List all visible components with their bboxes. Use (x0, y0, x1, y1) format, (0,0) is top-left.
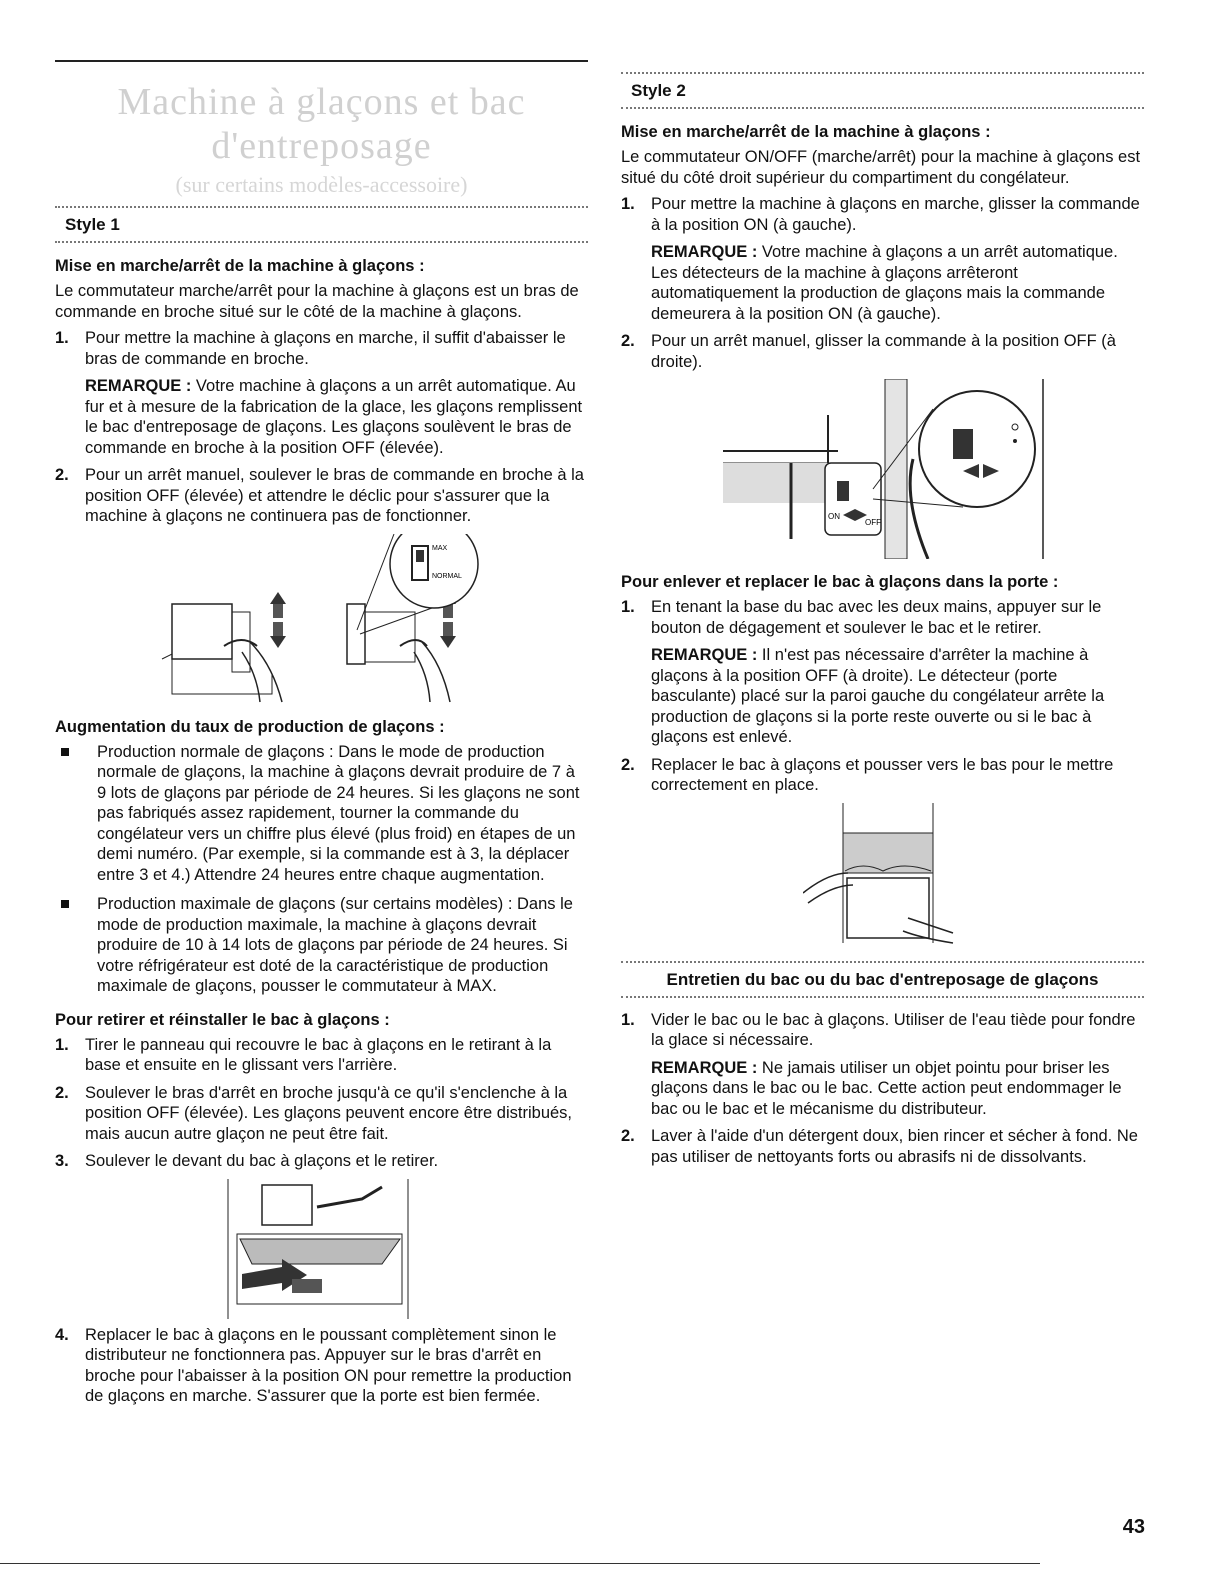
note-text: Votre machine à glaçons a un arrêt automatique. Les détecteurs de la machine à glaçons arrêteront automatiquement la production de glaçons mais la commande demeurera à la position ON (à gauche). (651, 243, 1118, 323)
step-number: 1. (621, 195, 635, 213)
list-item (55, 1151, 588, 1172)
list-item (621, 331, 1144, 372)
list-item (55, 742, 588, 886)
on-off-switch-illustration (713, 379, 1053, 559)
left-column (55, 60, 588, 1414)
step-text: Soulever le bras d'arrêt en broche jusqu'à ce qu'il s'enclenche à la position OFF (élevée). Les glaçons peuvent encore être distribués, mais aucun autre glaçon ne peut être fait. (85, 1083, 573, 1143)
step-text: Pour un arrêt manuel, soulever le bras de commande en broche à la position OFF (élevée) et attendre le déclic pour s'assurer que la machine à glaçons ne continuera pas de fonctionner. (85, 466, 584, 525)
step-text: Tirer le panneau qui recouvre le bac à glaçons en le retirant à la base et ensuite en le glissant vers l'arrière. (85, 1035, 552, 1074)
section-heading: Pour enlever et replacer le bac à glaçons dans la porte : (621, 573, 1059, 591)
step-number: 1. (55, 329, 69, 347)
step-text: Replacer le bac à glaçons et pousser vers le bas pour le mettre correctement en place. (651, 755, 1114, 794)
ice-maker-arm-illustration (132, 534, 512, 704)
note-label: REMARQUE : (85, 377, 192, 395)
page-title: Machine à glaçons et bac d'entreposage (117, 81, 526, 167)
note-label: REMARQUE : (651, 243, 758, 261)
style-2-heading: Style 2 (631, 81, 686, 100)
note (651, 1058, 1144, 1120)
top-rule (55, 60, 588, 62)
step-list (621, 1010, 1144, 1168)
note-text: Votre machine à glaçons a un arrêt automatique. Au fur et à mesure de la fabrication de la glace, les glaçons remplissent le bac d'entreposage de glaçons. Les glaçons soulèvent le bras de commande en broche à la position OFF (élevée). (85, 377, 583, 457)
list-item (55, 1035, 588, 1076)
list-item (55, 465, 588, 527)
step-number: 3. (55, 1152, 69, 1170)
list-item (621, 194, 1144, 324)
bottom-rule (0, 1563, 1040, 1564)
step-list (621, 597, 1144, 796)
step-number: 4. (55, 1325, 69, 1344)
step-number: 2. (621, 755, 635, 774)
right-column (621, 60, 1144, 1174)
note-text: Il n'est pas nécessaire d'arrêter la machine à glaçons à la position OFF (à droite). Le détecteur (porte basculante) placé sur la paroi gauche du congélateur arrête la production de glaçons si la porte reste ouverte ou si le bac à glaçons est enlevé. (651, 646, 1105, 746)
on-label: ON (827, 512, 840, 521)
off-label: OFF (864, 518, 881, 527)
door-ice-bin-illustration (803, 803, 963, 953)
dotted-rule (621, 996, 1144, 998)
step-list (621, 194, 1144, 372)
step-number: 2. (621, 332, 635, 350)
list-item (55, 328, 588, 458)
dotted-rule (55, 241, 588, 243)
step-text: Vider le bac ou le bac à glaçons. Utiliser de l'eau tiède pour fondre la glace si nécessaire. (651, 1010, 1136, 1049)
step-number: 2. (621, 1127, 635, 1145)
step-text: Pour mettre la machine à glaçons en marche, il suffit d'abaisser le bras de commande en broche. (85, 329, 566, 368)
step-list (55, 1035, 588, 1172)
step-text: Laver à l'aide d'un détergent doux, bien rincer et sécher à fond. Ne pas utiliser de nettoyants forts ou abrasifs ni de dissolvants. (651, 1127, 1138, 1166)
step-text: En tenant la base du bac avec les deux mains, appuyer sur le bouton de dégagement et soulever le bac et le retirer. (651, 598, 1102, 637)
step-text: Pour un arrêt manuel, glisser la commande à la position OFF (à droite). (651, 332, 1116, 371)
list-item (55, 1083, 588, 1145)
list-item (621, 755, 1144, 796)
dotted-rule (621, 107, 1144, 109)
paragraph: Le commutateur ON/OFF (marche/arrêt) pour la machine à glaçons est situé du côté droit supérieur du compartiment du congélateur. (621, 148, 1141, 187)
ice-bin-removal-illustration (222, 1179, 422, 1319)
step-list (55, 328, 588, 527)
step-number: 1. (621, 1010, 635, 1029)
bullet-text: Production maximale de glaçons (sur certains modèles) : Dans le mode de production maximale, la machine à glaçons devrait produire de 10 à 14 lots de glaçons par période de 24 heures. Si votre réfrigérateur est doté de la caractéristique de production maximale de glaçons, pousser le commutateur à MAX. (97, 895, 573, 995)
section-heading: Mise en marche/arrêt de la machine à glaçons : (621, 123, 991, 141)
note-text: Ne jamais utiliser un objet pointu pour briser les glaçons dans le bac ou le bac. Cette action peut endommager le bac ou le bac et le mécanisme du distributeur. (651, 1058, 1122, 1118)
step-text: Pour mettre la machine à glaçons en marche, glisser la commande à la position ON (à gauche). (651, 195, 1140, 234)
step-number: 2. (55, 466, 69, 484)
list-item (621, 1126, 1144, 1167)
section-heading: Pour retirer et réinstaller le bac à glaçons : (55, 1010, 390, 1029)
note-label: REMARQUE : (651, 646, 758, 664)
step-number: 1. (55, 1035, 69, 1054)
list-item (55, 894, 588, 997)
step-list (55, 1325, 588, 1407)
bullet-square-icon (61, 748, 69, 756)
bullet-list (55, 742, 588, 997)
normal-label: NORMAL (431, 572, 462, 580)
step-number: 1. (621, 598, 635, 616)
list-item (55, 1325, 588, 1407)
style-1-heading: Style 1 (65, 215, 120, 234)
note-label: REMARQUE : (651, 1058, 758, 1077)
step-number: 2. (55, 1083, 69, 1102)
note (85, 376, 588, 458)
note (651, 242, 1144, 324)
paragraph: Le commutateur marche/arrêt pour la machine à glaçons est un bras de commande en broche situé sur le côté de la machine à glaçons. (55, 282, 579, 321)
page-number: 43 (1122, 1516, 1145, 1538)
list-item (621, 597, 1144, 748)
bullet-text: Production normale de glaçons : Dans le mode de production normale de glaçons, la machine à glaçons devrait produire de 7 à 9 lots de glaçons par période de 24 heures. Si les glaçons ne sont pas fabriqués assez rapidement, tourner la commande du congélateur vers un chiffre plus élevé (plus froid) en étapes de un demi numéro. (Par exemple, si la commande est à 3, la déplacer entre 3 et 4.) Attendre 24 heures entre chaque augmentation. (97, 742, 580, 884)
bullet-square-icon (61, 900, 69, 908)
page-subtitle: (sur certains modèles-accessoire) (175, 172, 468, 197)
section-heading: Mise en marche/arrêt de la machine à glaçons : (55, 257, 425, 275)
step-text: Soulever le devant du bac à glaçons et le retirer. (85, 1152, 439, 1170)
section-heading: Augmentation du taux de production de glaçons : (55, 717, 445, 736)
care-heading: Entretien du bac ou du bac d'entreposage de glaçons (666, 969, 1099, 989)
list-item (621, 1010, 1144, 1120)
step-text: Replacer le bac à glaçons en le poussant complètement sinon le distributeur ne fonctionnera pas. Appuyer sur le bras d'arrêt en broche pour l'abaisser à la position ON pour remettre la production de glaçons en marche. S'assurer que la porte est bien fermée. (85, 1325, 572, 1405)
note (651, 645, 1144, 748)
max-label: MAX (431, 544, 447, 552)
